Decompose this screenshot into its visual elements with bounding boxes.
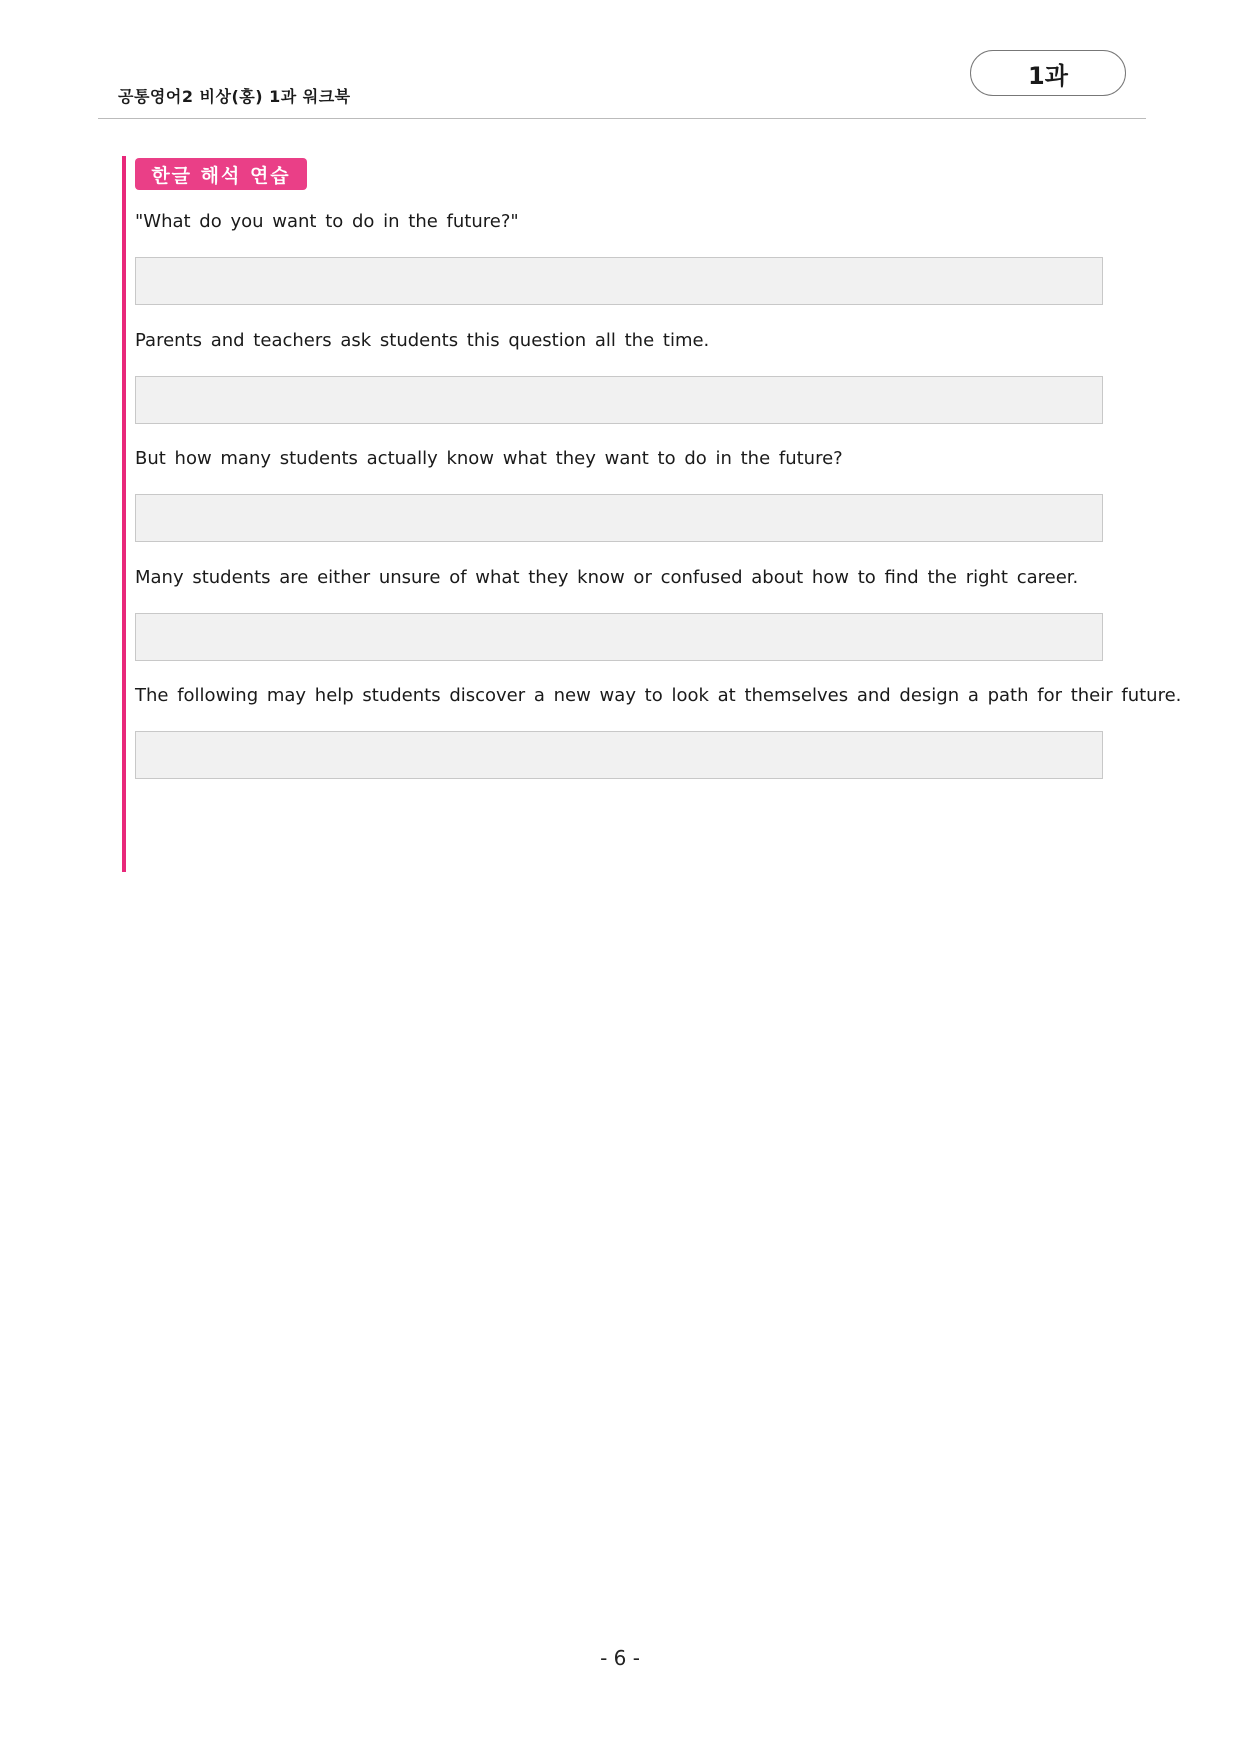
exercise-sentence: The following may help students discover a new way to look at themselves and design a path for their future. (135, 685, 1182, 706)
exercise-sentence: "What do you want to do in the future?" (135, 211, 519, 232)
answer-box[interactable] (135, 376, 1103, 424)
answer-box[interactable] (135, 613, 1103, 661)
answer-box[interactable] (135, 257, 1103, 305)
exercise-sentence: Many students are either unsure of what they know or confused about how to find the right career. (135, 567, 1079, 588)
exercise-sentence: Parents and teachers ask students this question all the time. (135, 330, 710, 351)
answer-box[interactable] (135, 731, 1103, 779)
section-tag: 한글 해석 연습 (135, 158, 307, 190)
lesson-badge: 1과 (970, 50, 1126, 96)
exercise-item (135, 684, 1182, 779)
exercise-sentence: But how many students actually know what they want to do in the future? (135, 448, 843, 469)
section-accent-bar (122, 156, 126, 872)
exercise-item (135, 447, 1103, 542)
exercise-item (135, 329, 1103, 424)
worksheet-title: 공통영어2 비상(홍) 1과 워크북 (118, 87, 351, 106)
exercise-item (135, 210, 1103, 305)
exercise-item (135, 566, 1103, 661)
page-number: - 6 - (600, 1646, 640, 1670)
header-divider (98, 118, 1146, 119)
answer-box[interactable] (135, 494, 1103, 542)
